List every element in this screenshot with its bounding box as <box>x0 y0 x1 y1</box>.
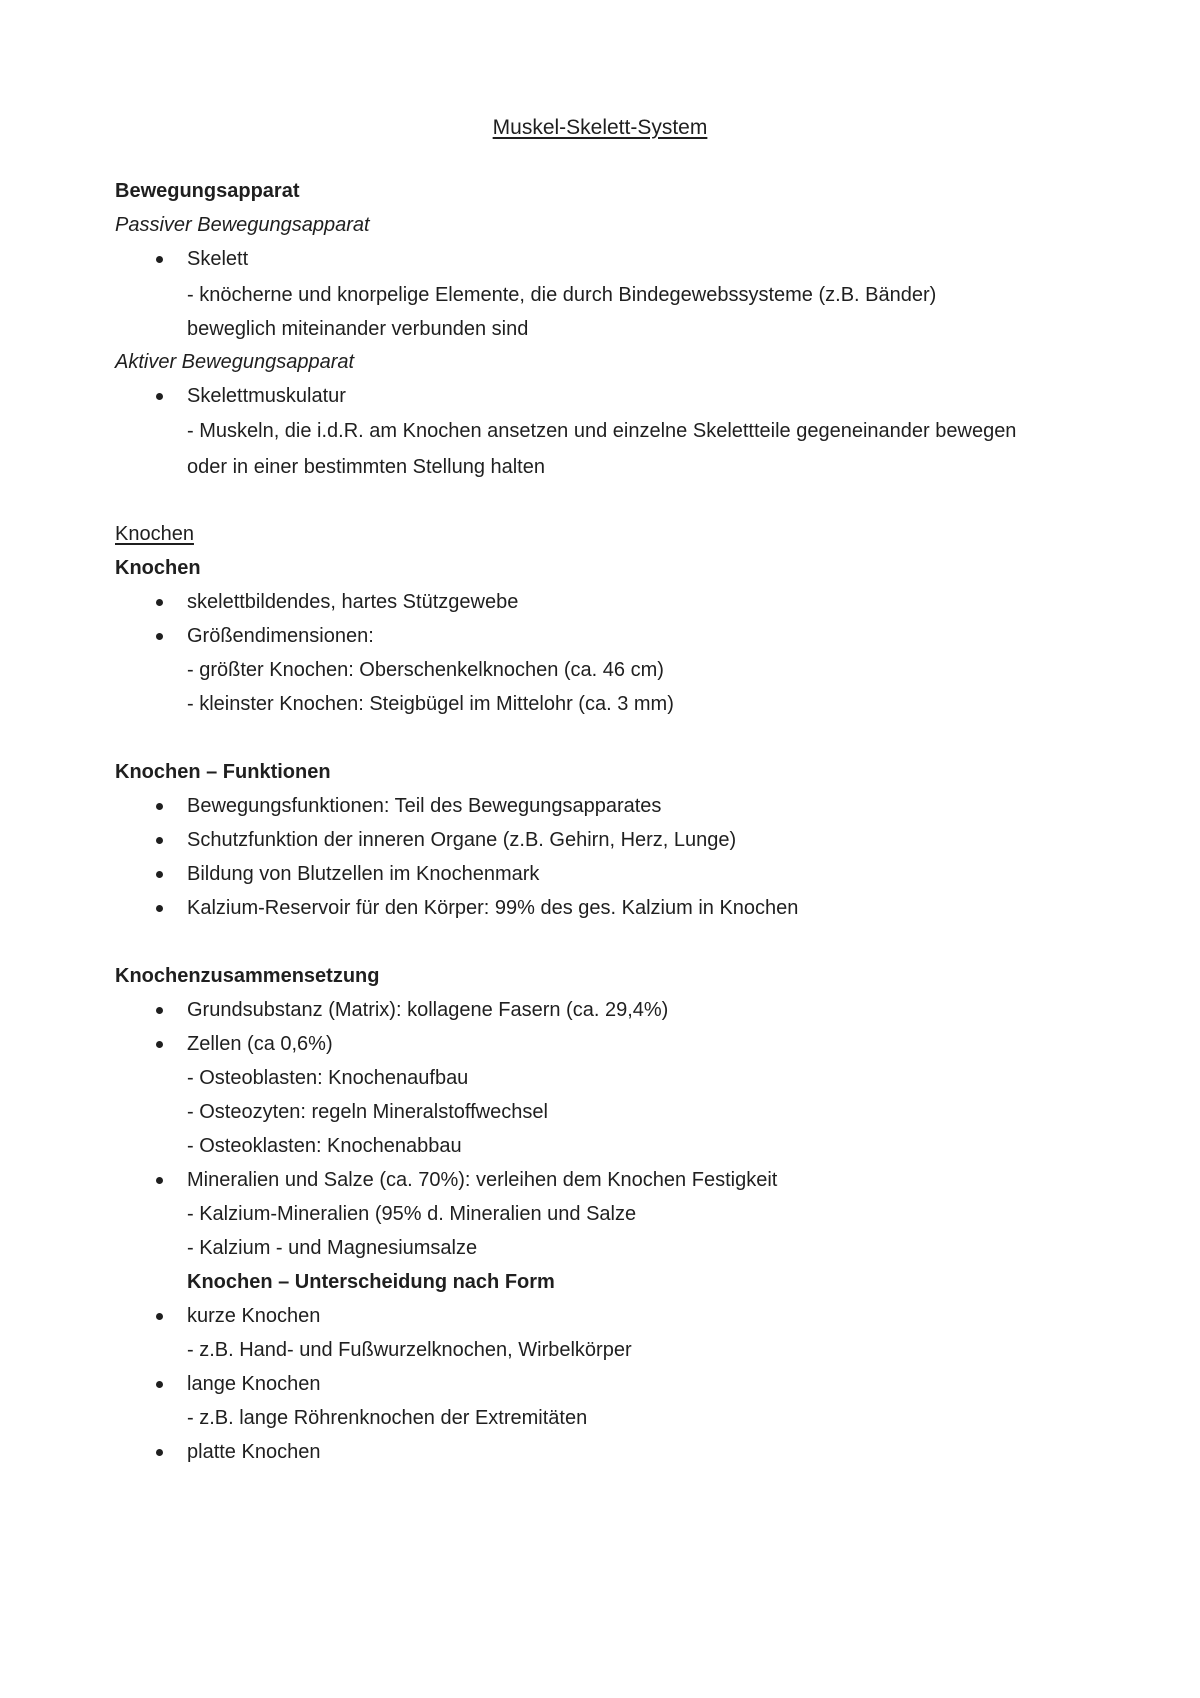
detail-kleinster-knochen: - kleinster Knochen: Steigbügel im Mittelohr (ca. 3 mm) <box>187 693 674 715</box>
subheading-passiver-bewegungsapparat: Passiver Bewegungsapparat <box>115 214 370 236</box>
bullet-kurze-knochen: kurze Knochen <box>187 1302 320 1330</box>
bullet-zellen: Zellen (ca 0,6%) <box>187 1030 333 1058</box>
heading-knochen-funktionen: Knochen – Funktionen <box>115 761 331 783</box>
bullet-bewegungsfunktionen: Bewegungsfunktionen: Teil des Bewegungsapparates <box>187 792 661 820</box>
detail-groesster-knochen: - größter Knochen: Oberschenkelknochen (ca. 46 cm) <box>187 659 664 681</box>
detail-kurze-knochen: - z.B. Hand- und Fußwurzelknochen, Wirbelkörper <box>187 1339 632 1361</box>
bullet-mineralien-salze: Mineralien und Salze (ca. 70%): verleihen dem Knochen Festigkeit <box>187 1166 777 1194</box>
heading-knochenzusammensetzung: Knochenzusammensetzung <box>115 965 380 987</box>
bullet-skelett: Skelett <box>187 245 248 273</box>
detail-skelett-line-2: beweglich miteinander verbunden sind <box>187 318 529 340</box>
heading-knochen-underlined: Knochen <box>115 523 194 545</box>
subheading-aktiver-bewegungsapparat: Aktiver Bewegungsapparat <box>115 351 355 373</box>
bullet-skelettmuskulatur: Skelettmuskulatur <box>187 382 346 410</box>
bullet-lange-knochen: lange Knochen <box>187 1370 320 1398</box>
detail-muskulatur-line-2: oder in einer bestimmten Stellung halten <box>187 456 545 478</box>
heading-knochen: Knochen <box>115 557 201 579</box>
bullet-grundsubstanz: Grundsubstanz (Matrix): kollagene Fasern (ca. 29,4%) <box>187 996 668 1024</box>
detail-kalzium-magnesiumsalze: - Kalzium - und Magnesiumsalze <box>187 1237 478 1259</box>
bullet-kalzium-reservoir: Kalzium-Reservoir für den Körper: 99% des ges. Kalzium in Knochen <box>187 894 798 922</box>
detail-osteozyten: - Osteozyten: regeln Mineralstoffwechsel <box>187 1101 548 1123</box>
heading-unterscheidung-nach-form: Knochen – Unterscheidung nach Form <box>187 1271 555 1293</box>
detail-osteoblasten: - Osteoblasten: Knochenaufbau <box>187 1067 469 1089</box>
bullet-blutzellen: Bildung von Blutzellen im Knochenmark <box>187 860 539 888</box>
detail-muskulatur-line-1: - Muskeln, die i.d.R. am Knochen ansetzen und einzelne Skelettteile gegeneinander bewegen <box>187 420 1017 442</box>
bullet-groessendimensionen: Größendimensionen: <box>187 622 374 650</box>
document-title: Muskel-Skelett-System <box>492 116 708 139</box>
heading-bewegungsapparat: Bewegungsapparat <box>115 180 300 202</box>
detail-kalzium-mineralien: - Kalzium-Mineralien (95% d. Mineralien und Salze <box>187 1203 637 1225</box>
detail-osteoklasten: - Osteoklasten: Knochenabbau <box>187 1135 462 1157</box>
bullet-platte-knochen: platte Knochen <box>187 1438 320 1466</box>
bullet-stuetzgewebe: skelettbildendes, hartes Stützgewebe <box>187 588 518 616</box>
detail-lange-knochen: - z.B. lange Röhrenknochen der Extremitäten <box>187 1407 588 1429</box>
bullet-schutzfunktion: Schutzfunktion der inneren Organe (z.B. Gehirn, Herz, Lunge) <box>187 826 736 854</box>
detail-skelett-line-1: - knöcherne und knorpelige Elemente, die durch Bindegewebssysteme (z.B. Bänder) <box>187 284 937 306</box>
